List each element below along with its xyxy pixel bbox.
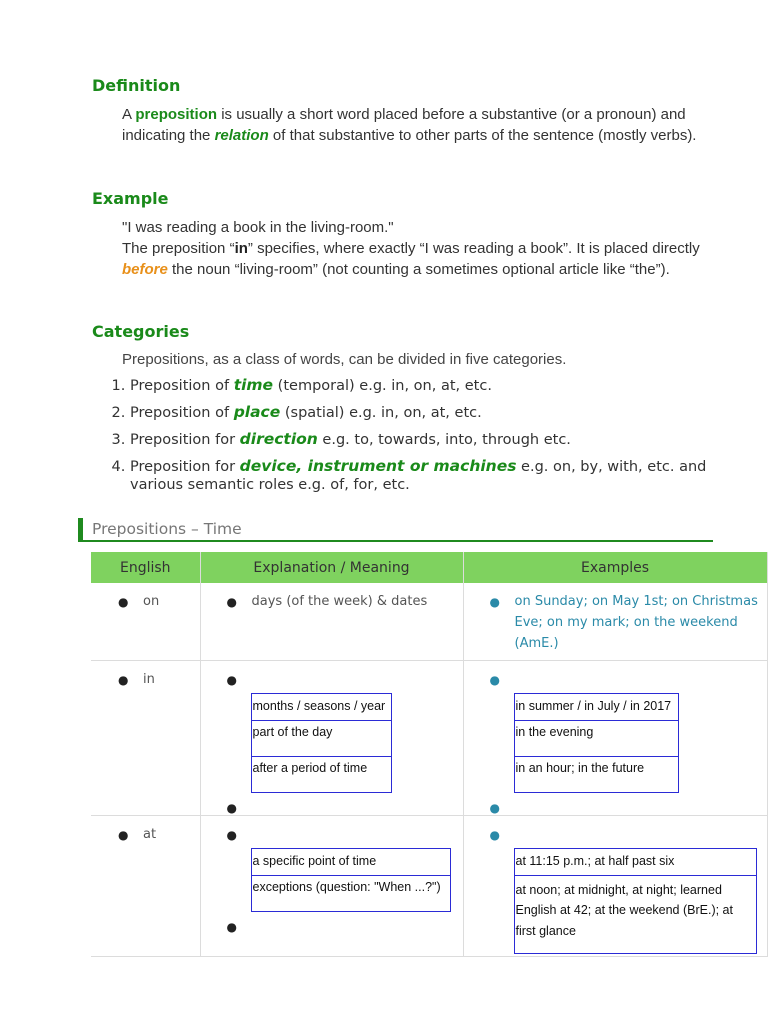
category-item: 4. Preposition for device, instrument or machines e.g. on, by, with, etc. and various semantic roles e.g. of, for, etc. <box>130 457 750 494</box>
keyword-before: before <box>122 261 168 278</box>
english-term: in <box>143 671 155 687</box>
definition-text: A preposition is usually a short word placed before a substantive (or a pronoun) and indicating the relation of that substantive to other parts of the sentence (mostly verbs). <box>122 106 697 144</box>
categories-heading: Categories <box>92 322 190 341</box>
meaning-item: part of the day <box>252 724 333 739</box>
category-item: 3. Preposition for direction e.g. to, towards, into, through etc. <box>130 430 750 449</box>
section-accent-bar <box>78 518 83 542</box>
bullet: ● <box>118 672 129 687</box>
meaning-box <box>251 693 392 793</box>
bullet: ● <box>489 800 500 815</box>
example-item: at 11:15 p.m.; at half past six <box>515 853 675 868</box>
english-term: on <box>143 594 160 609</box>
bullet: ● <box>226 595 237 609</box>
table-header-row <box>91 552 767 583</box>
bullet: ● <box>489 595 500 609</box>
prepositions-time-table <box>91 552 768 957</box>
meaning-text: days (of the week) & dates <box>251 594 428 609</box>
keyword-relation: relation <box>214 127 269 144</box>
table-row <box>91 583 767 660</box>
bullet: ● <box>226 800 237 815</box>
bullet: ● <box>118 595 129 609</box>
meaning-box <box>251 848 451 912</box>
example-item: in summer / in July / in 2017 <box>515 698 672 713</box>
keyword-preposition: preposition <box>135 106 218 123</box>
category-item: 2. Preposition of place (spatial) e.g. in, on, at, etc. <box>130 403 750 422</box>
bullet: ● <box>226 919 237 934</box>
bullet: ● <box>226 672 237 687</box>
table-row <box>91 660 767 815</box>
category-item: 1. Preposition of time (temporal) e.g. in, on, at, etc. <box>130 376 750 395</box>
bullet: ● <box>489 827 500 842</box>
meaning-item: exceptions (question: "When ...?") <box>252 879 441 894</box>
column-header-meaning: Explanation / Meaning <box>200 552 463 583</box>
example-text: on Sunday; on May 1st; on Christmas Eve; on my mark; on the weekend (AmE.) <box>514 594 758 651</box>
column-header-examples: Examples <box>463 552 767 583</box>
example-quote: "I was reading a book in the living-room." <box>122 219 394 236</box>
example-item: in the evening <box>515 724 594 739</box>
example-box <box>514 848 757 954</box>
example-box <box>514 693 679 793</box>
categories-list <box>92 376 750 502</box>
example-item: in an hour; in the future <box>515 760 645 775</box>
table-row <box>91 815 767 956</box>
example-heading: Example <box>92 189 169 208</box>
example-item: at noon; at midnight, at night; learned English at 42; at the weekend (BrE.); at first glance <box>515 882 733 938</box>
meaning-item: a specific point of time <box>252 853 377 868</box>
bullet: ● <box>118 827 129 842</box>
example-text: The preposition “in” specifies, where exactly “I was reading a book”. It is placed directly before the noun “living-room” (not counting a sometimes optional article like “the”). <box>122 240 700 278</box>
meaning-item: after a period of time <box>252 760 368 775</box>
column-header-english: English <box>91 552 200 583</box>
meaning-item: months / seasons / year <box>252 698 386 713</box>
definition-heading: Definition <box>92 76 181 95</box>
bullet: ● <box>226 827 237 842</box>
english-term: at <box>143 826 157 842</box>
section-underline <box>83 540 713 542</box>
categories-intro: Prepositions, as a class of words, can be divided in five categories. <box>122 351 567 368</box>
keyword-in: in <box>234 240 248 257</box>
section-title: Prepositions – Time <box>92 520 242 538</box>
bullet: ● <box>489 672 500 687</box>
